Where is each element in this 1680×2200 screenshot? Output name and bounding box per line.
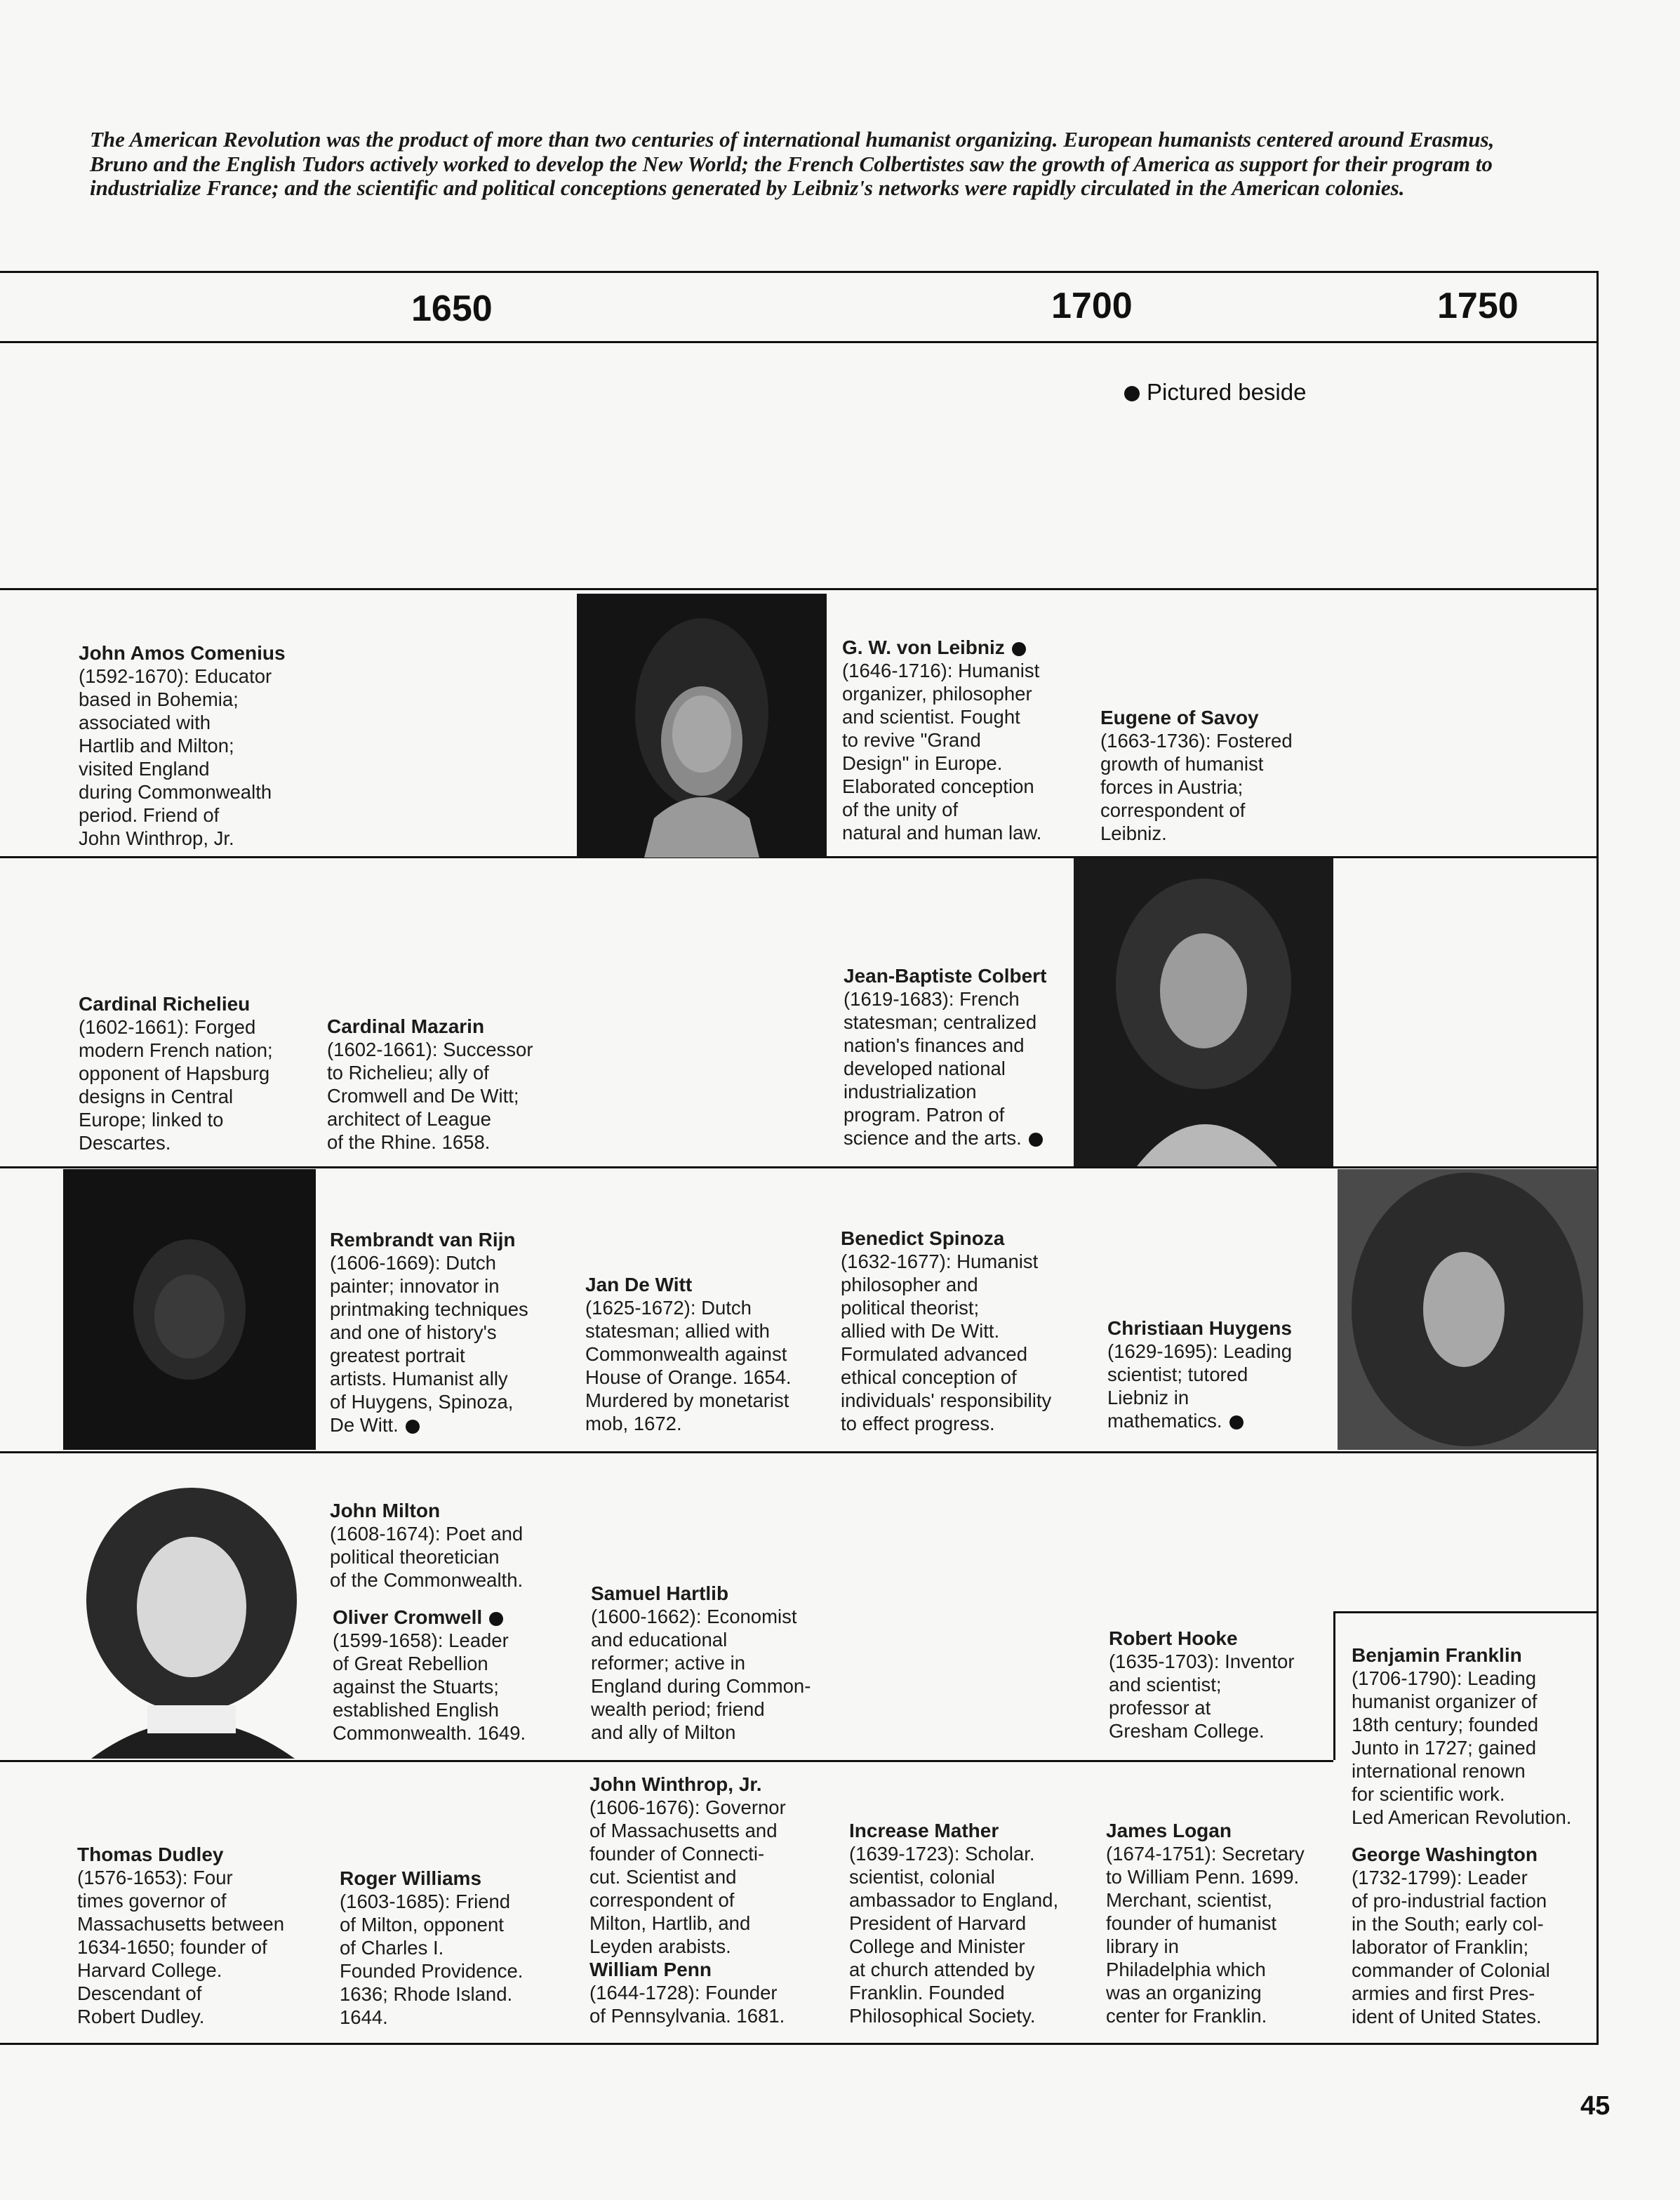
entry-name: John Amos Comenius	[79, 642, 286, 664]
entry-name: Christiaan Huygens	[1107, 1317, 1292, 1339]
entry-name: Cardinal Mazarin	[327, 1015, 485, 1037]
portrait-cromwell	[63, 1474, 320, 1759]
pictured-bullet-icon	[1029, 1133, 1043, 1147]
entry-rembrandt	[330, 1228, 528, 1436]
entry-name: William Penn	[589, 1959, 712, 1980]
entry-name: James Logan	[1106, 1820, 1232, 1841]
portrait-colbert	[1074, 858, 1333, 1166]
entry-huygens	[1107, 1316, 1292, 1432]
entry-name: Samuel Hartlib	[591, 1582, 729, 1604]
divider	[0, 588, 1599, 590]
entry-name: Robert Hooke	[1109, 1627, 1238, 1649]
entry-description: (1625-1672): Dutch statesman; allied with Commonwealth against House of Orange. 1654. Murdered by monetarist mob, 1672.	[585, 1297, 792, 1434]
intro-paragraph: The American Revolution was the product of more than two centuries of international humanist organizing. European humanists centered around Erasmus, Bruno and the English Tudors actively worked to develop the New World; the French Colbertistes saw the growth of America as support for their program to industrialize France; and the scientific and political conceptions generated by Leibniz's networks were rapidly circulated in the American colonies.	[90, 127, 1495, 200]
entry-name: Benjamin Franklin	[1352, 1644, 1522, 1666]
bullet-icon	[1124, 386, 1140, 401]
pictured-bullet-icon	[406, 1420, 420, 1434]
entry-name: Jan De Witt	[585, 1274, 693, 1295]
entry-description: (1576-1653): Four times governor of Massachusetts between 1634-1650; founder of Harvard College. Descendant of Robert Dudley.	[77, 1867, 285, 2027]
entry-cromwell	[333, 1606, 526, 1745]
divider	[1333, 1611, 1335, 1760]
entry-description: (1629-1695): Leading scientist; tutored Liebniz in mathematics.	[1107, 1340, 1292, 1432]
entry-leibniz	[842, 636, 1041, 844]
entry-description: (1602-1661): Successor to Richelieu; ally of Cromwell and De Witt; architect of League of the Rhine. 1658.	[327, 1039, 533, 1153]
entry-description: (1706-1790): Leading humanist organizer of 18th century; founded Junto in 1727; gained international renown for scientific work. Led American Revolution.	[1352, 1667, 1572, 1828]
entry-colbert	[844, 964, 1046, 1149]
entry-mazarin	[327, 1015, 533, 1154]
entry-description: (1639-1723): Scholar. scientist, colonial ambassador to England, President of Harvard College and Minister at church attended by Franklin. Founded Philosophical Society.	[849, 1843, 1059, 2027]
legend-label: Pictured beside	[1147, 379, 1307, 405]
entry-de-witt	[585, 1273, 792, 1435]
entry-description: (1674-1751): Secretary to William Penn. 1699. Merchant, scientist, founder of humanist library in Philadelphia which was an organizing center for Franklin.	[1106, 1843, 1305, 2027]
entry-roger-williams	[340, 1867, 523, 2029]
entry-name: Benedict Spinoza	[841, 1227, 1005, 1249]
entry-hartlib	[591, 1582, 811, 1744]
entry-description: (1635-1703): Inventor and scientist; professor at Gresham College.	[1109, 1651, 1295, 1742]
year-1650: 1650	[411, 288, 493, 329]
entry-name: Increase Mather	[849, 1820, 999, 1841]
entry-name: John Winthrop, Jr.	[589, 1773, 762, 1795]
year-1750: 1750	[1437, 286, 1519, 326]
entry-winthrop-jr	[589, 1773, 786, 2027]
entry-milton	[330, 1499, 523, 1592]
divider	[0, 1760, 1333, 1762]
entry-thomas-dudley	[77, 1843, 284, 2028]
entry-name: Cardinal Richelieu	[79, 993, 251, 1015]
entry-spinoza	[841, 1227, 1051, 1435]
entry-name: Eugene of Savoy	[1100, 707, 1259, 728]
entry-name: Jean-Baptiste Colbert	[844, 965, 1047, 987]
entry-description: (1602-1661): Forged modern French nation; opponent of Hapsburg designs in Central Europe; linked to Descartes.	[79, 1016, 273, 1154]
portrait-huygens	[1338, 1169, 1597, 1450]
entry-richelieu	[79, 992, 273, 1154]
entry-name: Oliver Cromwell	[333, 1606, 526, 1629]
entry-description: (1592-1670): Educator based in Bohemia; associated with Hartlib and Milton; visited England during Commonwealth period. Friend of John Winthrop, Jr.	[79, 665, 272, 849]
entry-name: G. W. von Leibniz	[842, 636, 1041, 659]
entry-description: (1644-1728): Founder of Pennsylvania. 1681.	[589, 1982, 785, 2027]
pictured-bullet-icon	[489, 1612, 503, 1626]
entry-description: (1608-1674): Poet and political theoretician of the Commonwealth.	[330, 1523, 524, 1591]
year-1700: 1700	[1051, 286, 1133, 326]
entry-description: (1663-1736): Fostered growth of humanist forces in Austria; correspondent of Leibniz.	[1100, 730, 1293, 844]
entry-description: (1600-1662): Economist and educational reformer; active in England during Common- wealth period; friend and ally of Milton	[591, 1606, 811, 1743]
entry-name: Roger Williams	[340, 1867, 482, 1889]
divider	[1333, 1611, 1599, 1613]
page-number: 45	[1580, 2091, 1611, 2121]
entry-description: (1632-1677): Humanist philosopher and political theorist; allied with De Witt. Formulated advanced ethical conception of individuals' responsibility to effect progress.	[841, 1251, 1052, 1434]
entry-name: Thomas Dudley	[77, 1844, 224, 1865]
entry-description: (1599-1658): Leader of Great Rebellion against the Stuarts; established English Commonwealth. 1649.	[333, 1629, 526, 1744]
entry-description: (1603-1685): Friend of Milton, opponent of Charles I. Founded Providence. 1636; Rhode Island. 1644.	[340, 1891, 524, 2028]
entry-name: Rembrandt van Rijn	[330, 1229, 516, 1251]
entry-james-logan	[1106, 1819, 1305, 2027]
portrait-leibniz	[577, 594, 827, 858]
pictured-bullet-icon	[1012, 642, 1026, 656]
divider	[0, 1166, 1599, 1168]
entry-description: (1619-1683): French statesman; centralized nation's finances and developed national industrialization program. Patron of science and the arts.	[844, 987, 1046, 1149]
entry-franklin	[1352, 1644, 1571, 1829]
entry-increase-mather	[849, 1819, 1058, 2027]
entry-george-washington	[1352, 1843, 1550, 2028]
divider	[0, 1451, 1599, 1453]
entry-eugene-of-savoy	[1100, 706, 1293, 845]
entry-name: John Milton	[330, 1500, 441, 1521]
entry-description: (1606-1669): Dutch painter; innovator in printmaking techniques and one of history's greatest portrait artists. Humanist ally of Huygens, Spinoza, De Witt.	[330, 1252, 528, 1436]
entry-description: (1606-1676): Governor of Massachusetts and founder of Connecti- cut. Scientist and correspondent of Milton, Hartlib, and Leyden arabists.	[589, 1796, 786, 1957]
portrait-rembrandt	[63, 1169, 316, 1450]
entry-description: (1646-1716): Humanist organizer, philosopher and scientist. Fought to revive "Grand Design" in Europe. Elaborated conception of the unity of natural and human law.	[842, 660, 1042, 844]
entry-hooke	[1109, 1627, 1294, 1742]
pictured-bullet-icon	[1229, 1415, 1244, 1429]
entry-name: George Washington	[1352, 1844, 1538, 1865]
divider	[0, 341, 1599, 343]
entry-description: (1732-1799): Leader of pro-industrial faction in the South; early col- laborator of Franklin; commander of Colonial armies and first Pres- ident of United States.	[1352, 1867, 1550, 2027]
legend	[1124, 379, 1306, 406]
entry-comenius	[79, 641, 286, 850]
